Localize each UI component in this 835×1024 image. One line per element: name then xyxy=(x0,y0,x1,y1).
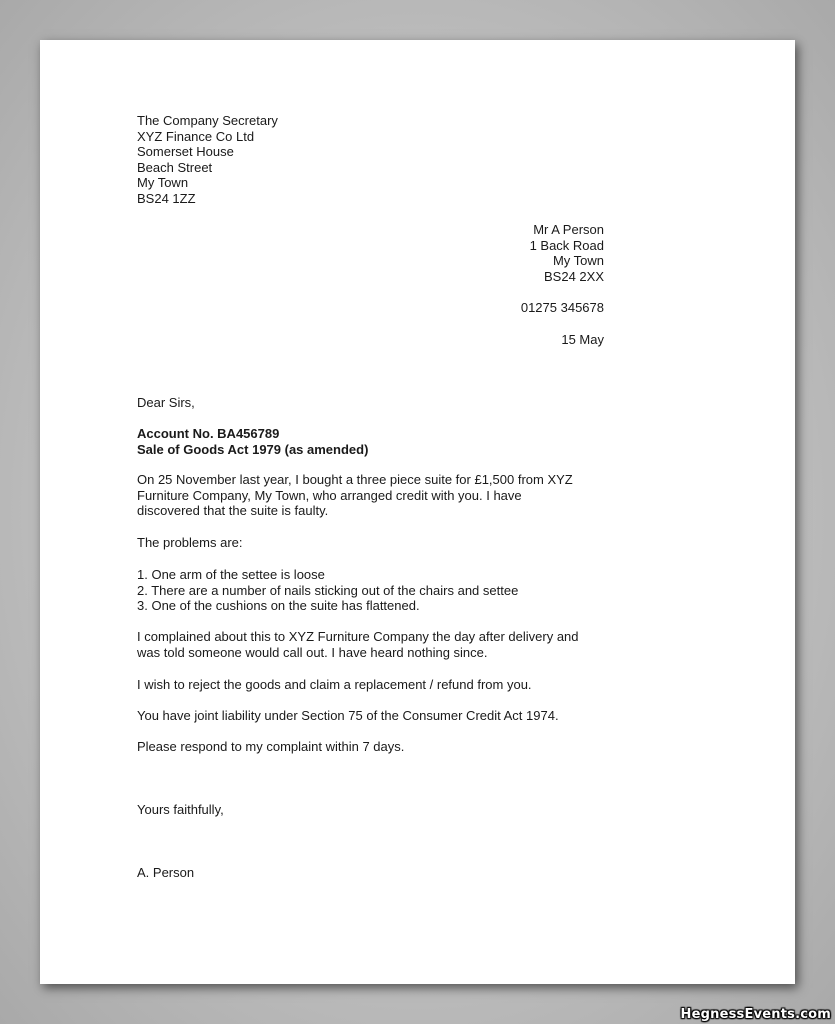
list-item: 3. One of the cushions on the suite has flattened. xyxy=(137,598,420,613)
paragraph-line: On 25 November last year, I bought a three piece suite for £1,500 from XYZ xyxy=(137,472,573,487)
paragraph-line: discovered that the suite is faulty. xyxy=(137,503,329,518)
recipient-line: BS24 1ZZ xyxy=(137,190,196,206)
list-item: 1. One arm of the settee is loose xyxy=(137,567,325,582)
recipient-line: Beach Street xyxy=(137,159,213,175)
recipient-line: The Company Secretary xyxy=(137,113,278,128)
paragraph-complaint xyxy=(137,629,579,660)
signature: A. Person xyxy=(137,865,195,880)
paragraph-respond: Please respond to my complaint within 7 days. xyxy=(137,739,405,754)
letter-date: 15 May xyxy=(561,332,604,347)
watermark: HegnessEvents.com xyxy=(680,1007,831,1022)
salutation: Dear Sirs, xyxy=(137,395,195,410)
sender-line: BS24 2XX xyxy=(544,268,604,284)
sender-address xyxy=(530,222,604,284)
recipient-address xyxy=(137,113,278,206)
sender-line: Mr A Person xyxy=(533,222,604,237)
recipient-line: Somerset House xyxy=(137,144,234,159)
act-reference: Sale of Goods Act 1979 (as amended) xyxy=(137,441,369,457)
subject-heading xyxy=(137,426,368,457)
sender-line: My Town xyxy=(552,253,604,268)
account-number: Account No. BA456789 xyxy=(137,426,280,441)
sender-phone: 01275 345678 xyxy=(520,300,604,315)
recipient-line: My Town xyxy=(137,175,189,190)
problems-list xyxy=(137,567,518,614)
paragraph-reject: I wish to reject the goods and claim a replacement / refund from you. xyxy=(137,677,532,692)
sender-line: 1 Back Road xyxy=(529,237,604,253)
paragraph-line: I complained about this to XYZ Furniture Company the day after delivery and xyxy=(137,629,579,644)
closing: Yours faithfully, xyxy=(137,802,224,817)
paragraph-liability: You have joint liability under Section 75 of the Consumer Credit Act 1974. xyxy=(137,708,559,723)
paragraph-line: was told someone would call out. I have heard nothing since. xyxy=(137,644,488,660)
recipient-line: XYZ Finance Co Ltd xyxy=(137,128,255,144)
letter-page xyxy=(40,40,795,984)
paragraph-purchase xyxy=(137,472,573,519)
problems-intro: The problems are: xyxy=(137,535,243,550)
list-item: 2. There are a number of nails sticking out of the chairs and settee xyxy=(137,582,519,598)
paragraph-line: Furniture Company, My Town, who arranged credit with you. I have xyxy=(137,487,522,503)
